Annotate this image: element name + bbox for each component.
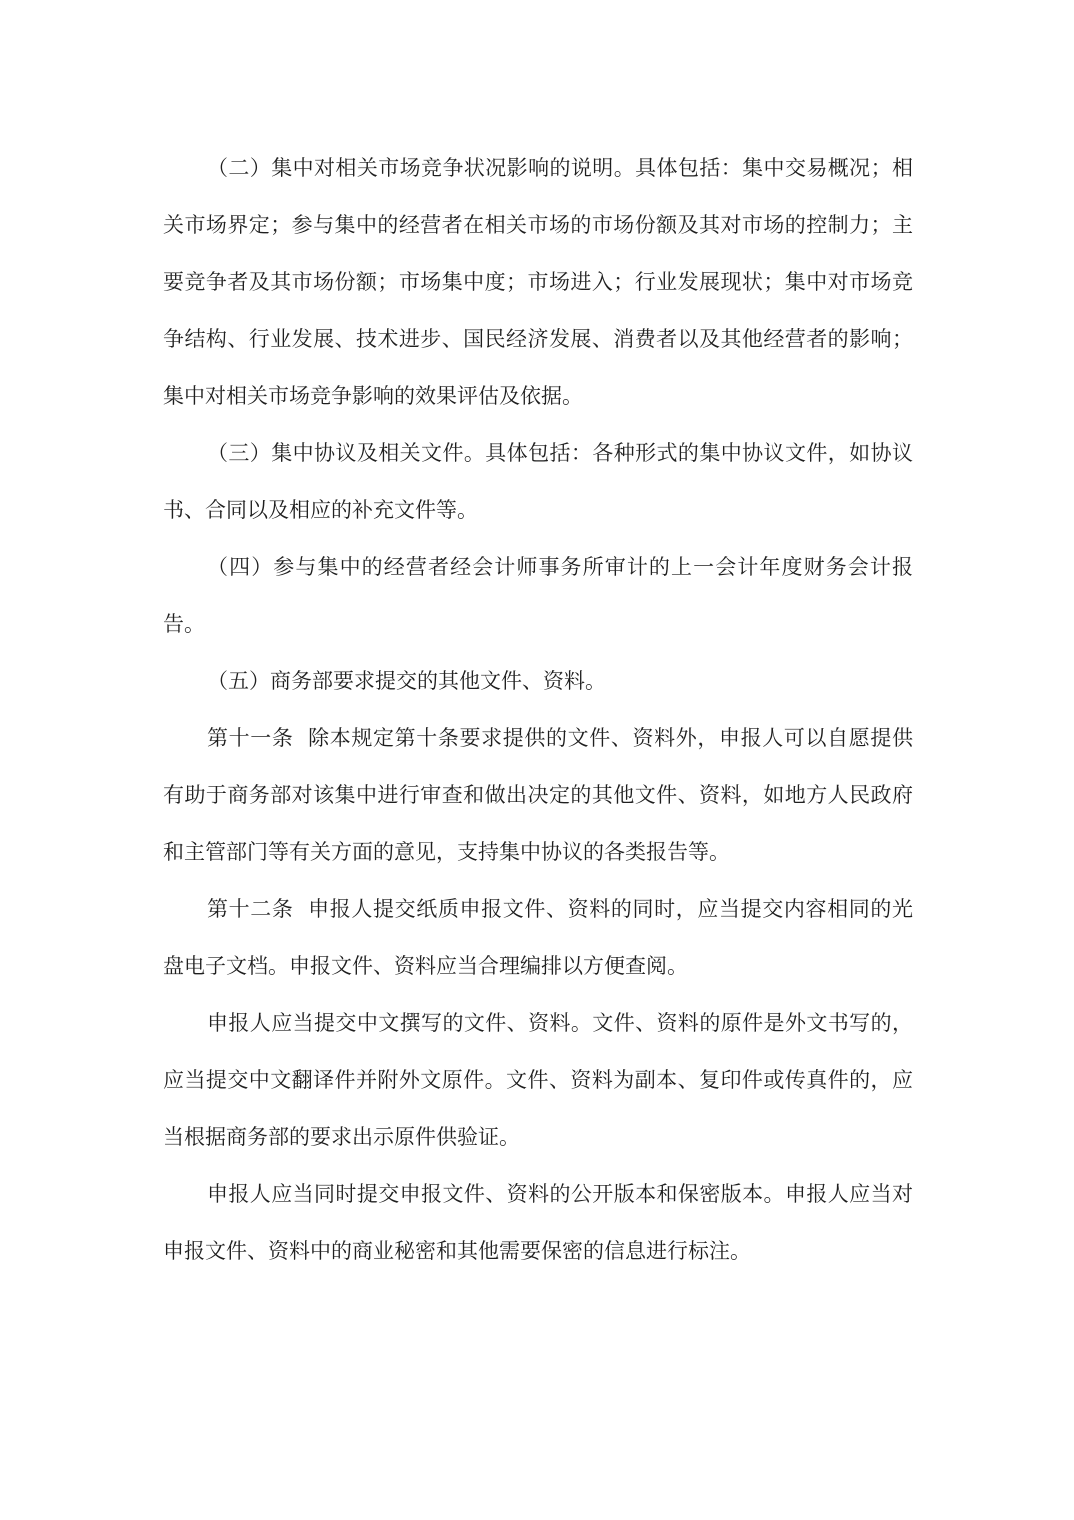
paragraph-article-11: 第十一条 除本规定第十条要求提供的文件、资料外，申报人可以自愿提供有助于商务部对该集中进行审查和做出决定的其他文件、资料，如地方人民政府和主管部门等有关方面的意见，支持集中协议的各类报告等。 <box>163 726 913 864</box>
paragraph-article-12: 第十二条 申报人提交纸质申报文件、资料的同时，应当提交内容相同的光盘电子文档。申报文件、资料应当合理编排以方便查阅。 <box>163 897 913 978</box>
paragraph-chinese-documents: 申报人应当提交中文撰写的文件、资料。文件、资料的原件是外文书写的，应当提交中文翻译件并附外文原件。文件、资料为副本、复印件或传真件的，应当根据商务部的要求出示原件供验证。 <box>163 1011 913 1149</box>
paragraph-public-confidential-versions: 申报人应当同时提交申报文件、资料的公开版本和保密版本。申报人应当对申报文件、资料中的商业秘密和其他需要保密的信息进行标注。 <box>163 1182 913 1263</box>
paragraph-item-2: （二）集中对相关市场竞争状况影响的说明。具体包括：集中交易概况；相关市场界定；参与集中的经营者在相关市场的市场份额及其对市场的控制力；主要竞争者及其市场份额；市场集中度；市场进入；行业发展现状；集中对市场竞争结构、行业发展、技术进步、国民经济发展、消费者以及其他经营者的影响；集中对相关市场竞争影响的效果评估及依据。 <box>163 156 913 408</box>
paragraph-item-3: （三）集中协议及相关文件。具体包括：各种形式的集中协议文件，如协议书、合同以及相应的补充文件等。 <box>163 441 913 522</box>
paragraph-item-4: （四）参与集中的经营者经会计师事务所审计的上一会计年度财务会计报告。 <box>163 555 913 636</box>
document-body <box>163 140 913 1280</box>
paragraph-item-5: （五）商务部要求提交的其他文件、资料。 <box>207 669 606 693</box>
